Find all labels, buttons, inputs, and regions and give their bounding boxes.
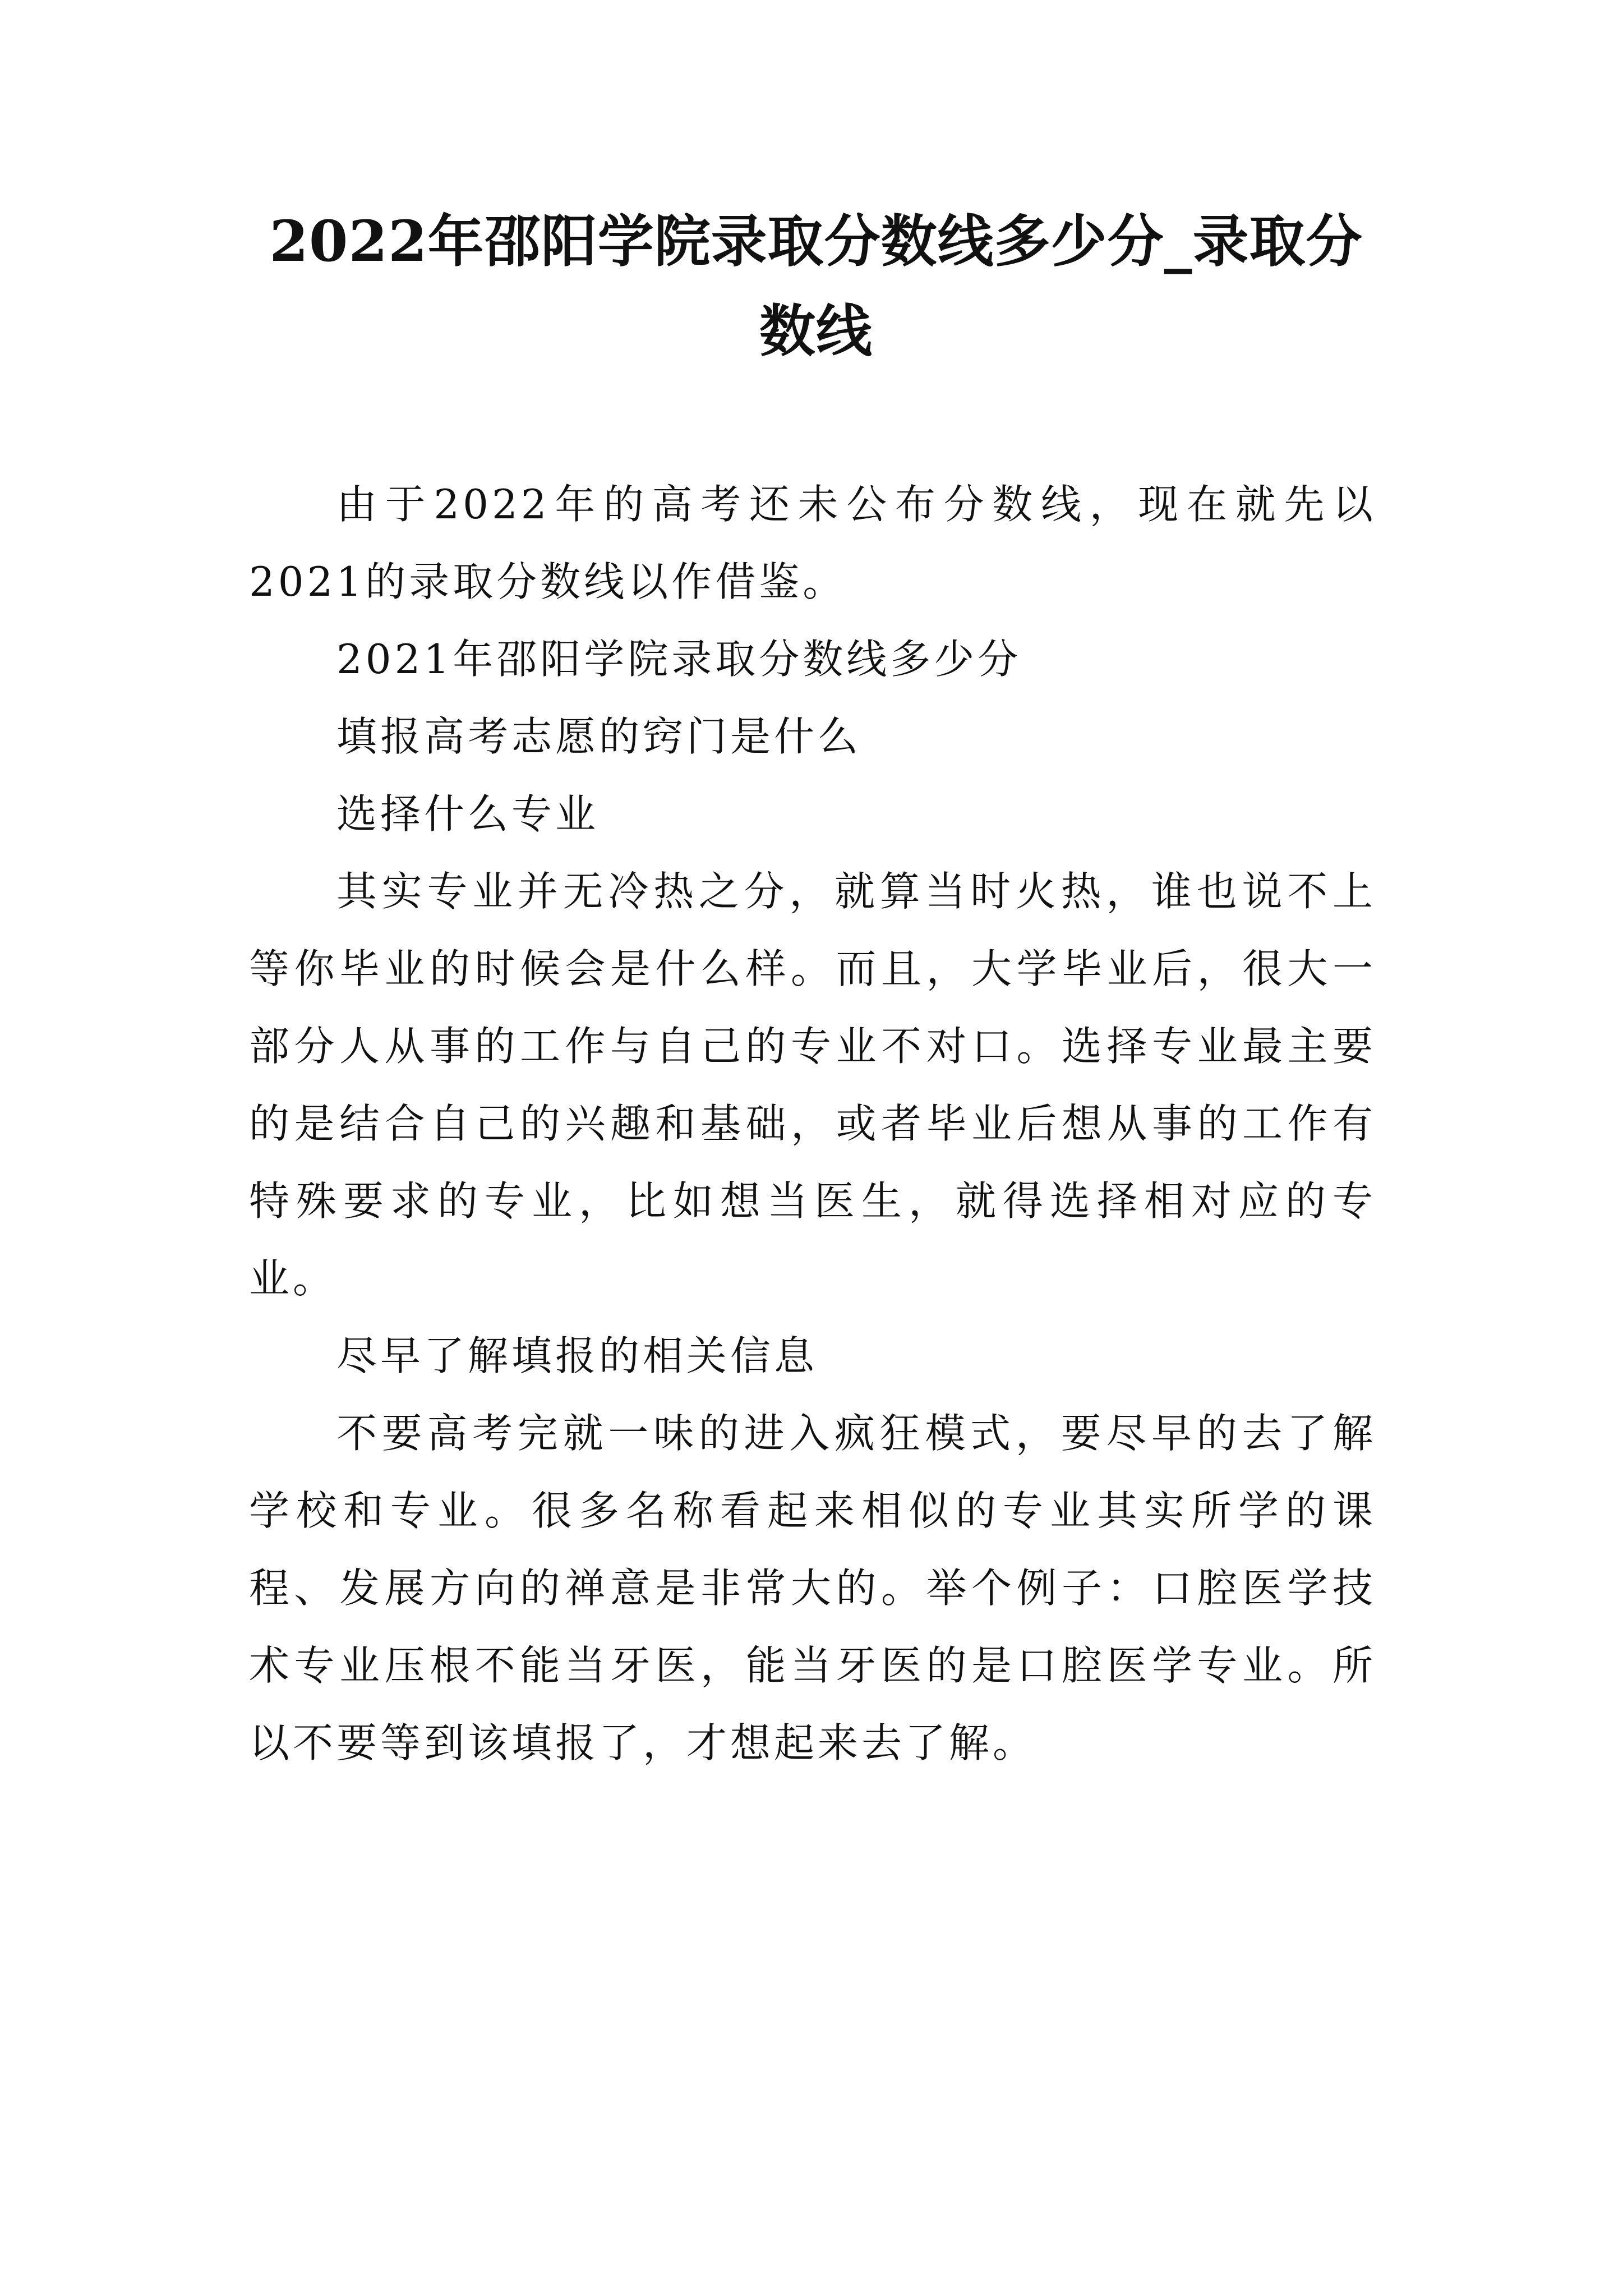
heading-choose-major: 选择什么专业 — [336, 790, 600, 838]
paragraph-choose-major: 其实专业并无冷热之分，就算当时火热，谁也说不上等你毕业的时候会是什么样。而且，大学毕业后，很大一部分人从事的工作与自己的专业不对口。选择专业最主要的是结合自己的兴趣和基础，或者毕业后想从事的工作有特殊要求的专业，比如想当医生，就得选择相对应的专业。 — [249, 868, 1376, 1302]
heading-learn-early: 尽早了解填报的相关信息 — [336, 1332, 818, 1379]
paragraph-intro: 由于2022年的高考还未公布分数线，现在就先以2021的录取分数线以作借鉴。 — [249, 481, 1376, 605]
document-title: 2022年邵阳学院录取分数线多少分_录取分数线 — [269, 208, 1363, 364]
paragraph-learn-early: 不要高考完就一味的进入疯狂模式，要尽早的去了解学校和专业。很多名称看起来相似的专业其实所学的课程、发展方向的禅意是非常大的。举个例子：口腔医学技术专业压根不能当牙医，能当牙医的是口腔医学专业。所以不要等到该填报了，才想起来去了解。 — [249, 1410, 1376, 1766]
document-body — [249, 466, 1376, 1782]
heading-tips: 填报高考志愿的窍门是什么 — [336, 713, 862, 760]
heading-2021-score: 2021年邵阳学院录取分数线多少分 — [336, 636, 1022, 683]
